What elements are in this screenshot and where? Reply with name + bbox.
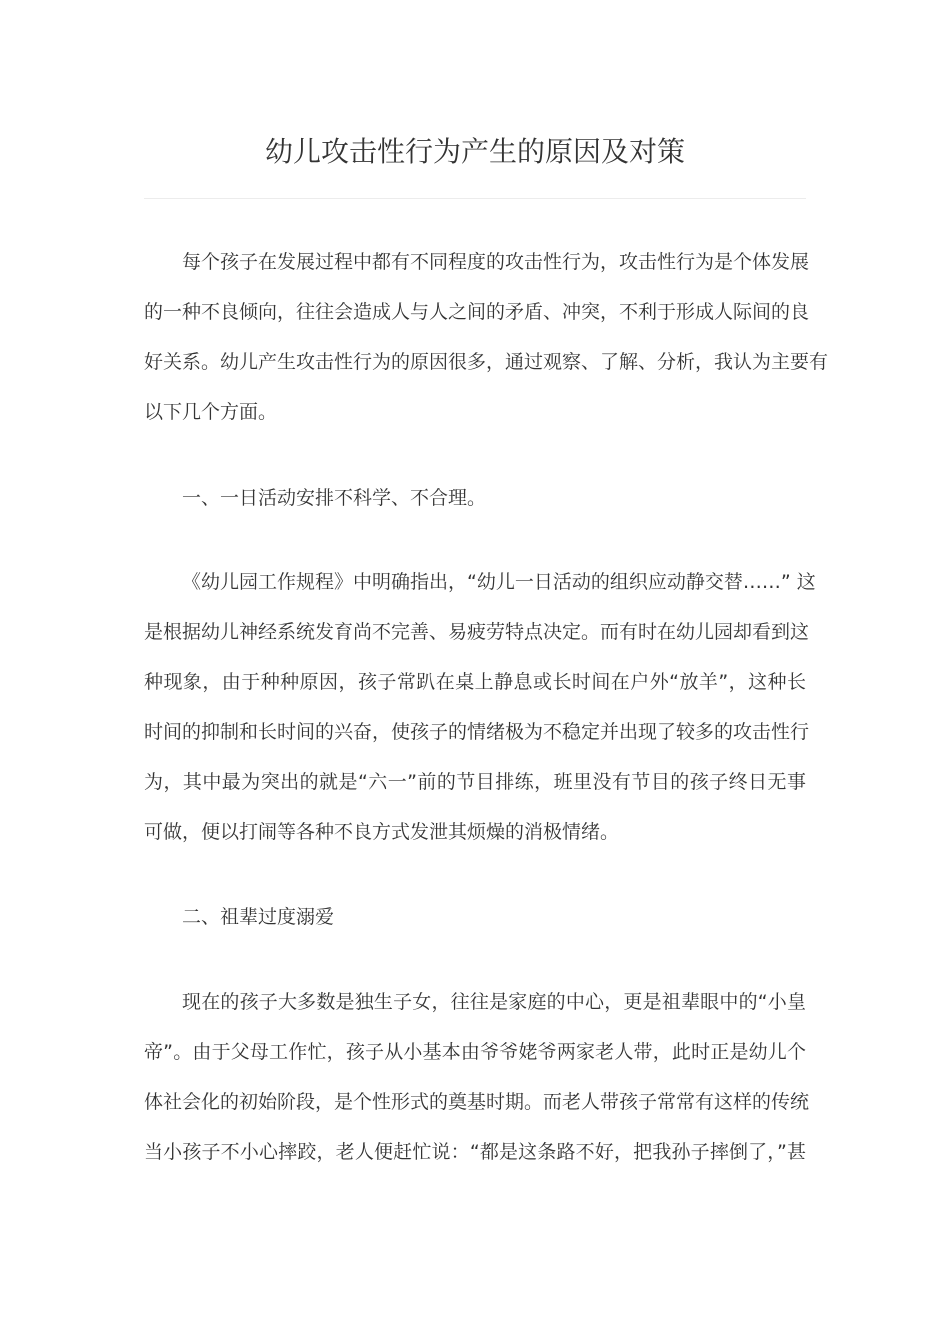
- paragraph-line: 可做，便以打闹等各种不良方式发泄其烦燥的消极情绪。: [144, 821, 620, 843]
- paragraph-line: 以下几个方面。: [144, 401, 278, 423]
- paragraph-line: 是根据幼儿神经系统发育尚不完善、易疲劳特点决定。而有时在幼儿园却看到这: [144, 621, 810, 643]
- paragraph-line: 好关系。幼儿产生攻击性行为的原因很多，通过观察、了解、分析，我认为主要有: [144, 351, 829, 373]
- paragraph-intro: [144, 237, 829, 437]
- paragraph-grandparents: [144, 977, 810, 1177]
- paragraph-line: 的一种不良倾向，往往会造成人与人之间的矛盾、冲突，不利于形成人际间的良: [144, 301, 810, 323]
- paragraph-line: 为，其中最为突出的就是“六一”前的节目排练，班里没有节目的孩子终日无事: [144, 771, 806, 793]
- paragraph-line: 当小孩子不小心摔跤，老人便赶忙说：“都是这条路不好，把我孙子摔倒了，”甚: [144, 1141, 806, 1163]
- paragraph-line: 每个孩子在发展过程中都有不同程度的攻击性行为，攻击性行为是个体发展: [182, 251, 810, 273]
- paragraph-line: 现在的孩子大多数是独生子女，往往是家庭的中心，更是祖辈眼中的“小皇: [182, 991, 806, 1013]
- paragraph-line: 种现象，由于种种原因，孩子常趴在桌上静息或长时间在户外“放羊”，这种长: [144, 671, 806, 693]
- paragraph-line: 《幼儿园工作规程》中明确指出，“幼儿一日活动的组织应动静交替……” 这: [182, 571, 816, 593]
- paragraph-schedule: [144, 557, 816, 857]
- section-heading-1: 一、一日活动安排不科学、不合理。: [182, 487, 487, 509]
- paragraph-line: 帝”。由于父母工作忙，孩子从小基本由爷爷姥爷两家老人带，此时正是幼儿个: [144, 1041, 806, 1063]
- paragraph-line: 时间的抑制和长时间的兴奋，使孩子的情绪极为不稳定并出现了较多的攻击性行: [144, 721, 810, 743]
- section-heading-2: 二、祖辈过度溺爱: [182, 906, 335, 928]
- paragraph-line: 体社会化的初始阶段，是个性形式的奠基时期。而老人带孩子常常有这样的传统: [144, 1091, 810, 1113]
- title-divider: [144, 198, 806, 199]
- document-title: 幼儿攻击性行为产生的原因及对策: [264, 135, 685, 168]
